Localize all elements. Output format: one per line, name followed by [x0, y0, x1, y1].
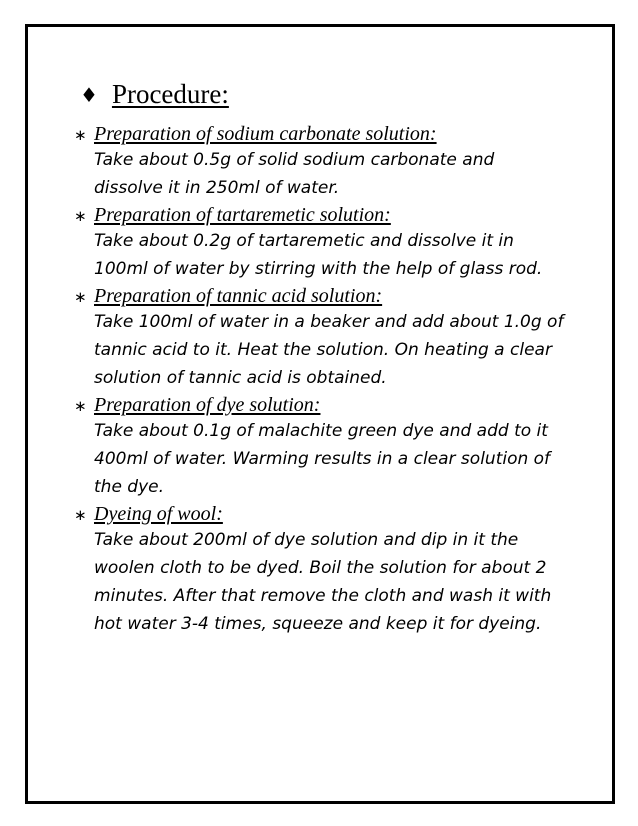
- procedure-heading: [80, 80, 229, 110]
- asterisk-bullet-icon: ∗: [74, 288, 87, 306]
- list-item: [74, 502, 574, 638]
- asterisk-bullet-icon: ∗: [74, 126, 87, 144]
- item-body: Take about 0.5g of solid sodium carbonate and dissolve it in 250ml of water.: [94, 150, 495, 198]
- list-item: [74, 122, 574, 202]
- item-title: Preparation of tartaremetic solution:: [94, 204, 391, 226]
- item-title: Preparation of sodium carbonate solution:: [94, 123, 437, 145]
- item-body: Take about 0.2g of tartaremetic and dissolve it in 100ml of water by stirring with the help of glass rod.: [94, 231, 543, 279]
- asterisk-bullet-icon: ∗: [74, 207, 87, 225]
- item-body: Take about 200ml of dye solution and dip in it the woolen cloth to be dyed. Boil the solution for about 2 minutes. After that remove the cloth and wash it with hot water 3-4 times, squeeze and keep it for dyeing.: [94, 530, 552, 634]
- heading-title: Procedure:: [111, 79, 229, 109]
- item-title: Preparation of tannic acid solution:: [94, 285, 383, 307]
- item-body: Take about 0.1g of malachite green dye and add to it 400ml of water. Warming results in a clear solution of the dye.: [94, 421, 551, 497]
- asterisk-bullet-icon: ∗: [74, 397, 87, 415]
- asterisk-bullet-icon: ∗: [74, 506, 87, 524]
- item-title: Preparation of dye solution:: [94, 394, 321, 416]
- diamond-bullet-icon: ♦: [80, 82, 98, 107]
- item-title: Dyeing of wool:: [94, 503, 223, 525]
- list-item: [74, 393, 574, 501]
- procedure-list: [74, 122, 574, 639]
- list-item: [74, 284, 574, 392]
- list-item: [74, 203, 574, 283]
- item-body: Take 100ml of water in a beaker and add about 1.0g of tannic acid to it. Heat the solution. On heating a clear solution of tannic acid is obtained.: [94, 312, 564, 388]
